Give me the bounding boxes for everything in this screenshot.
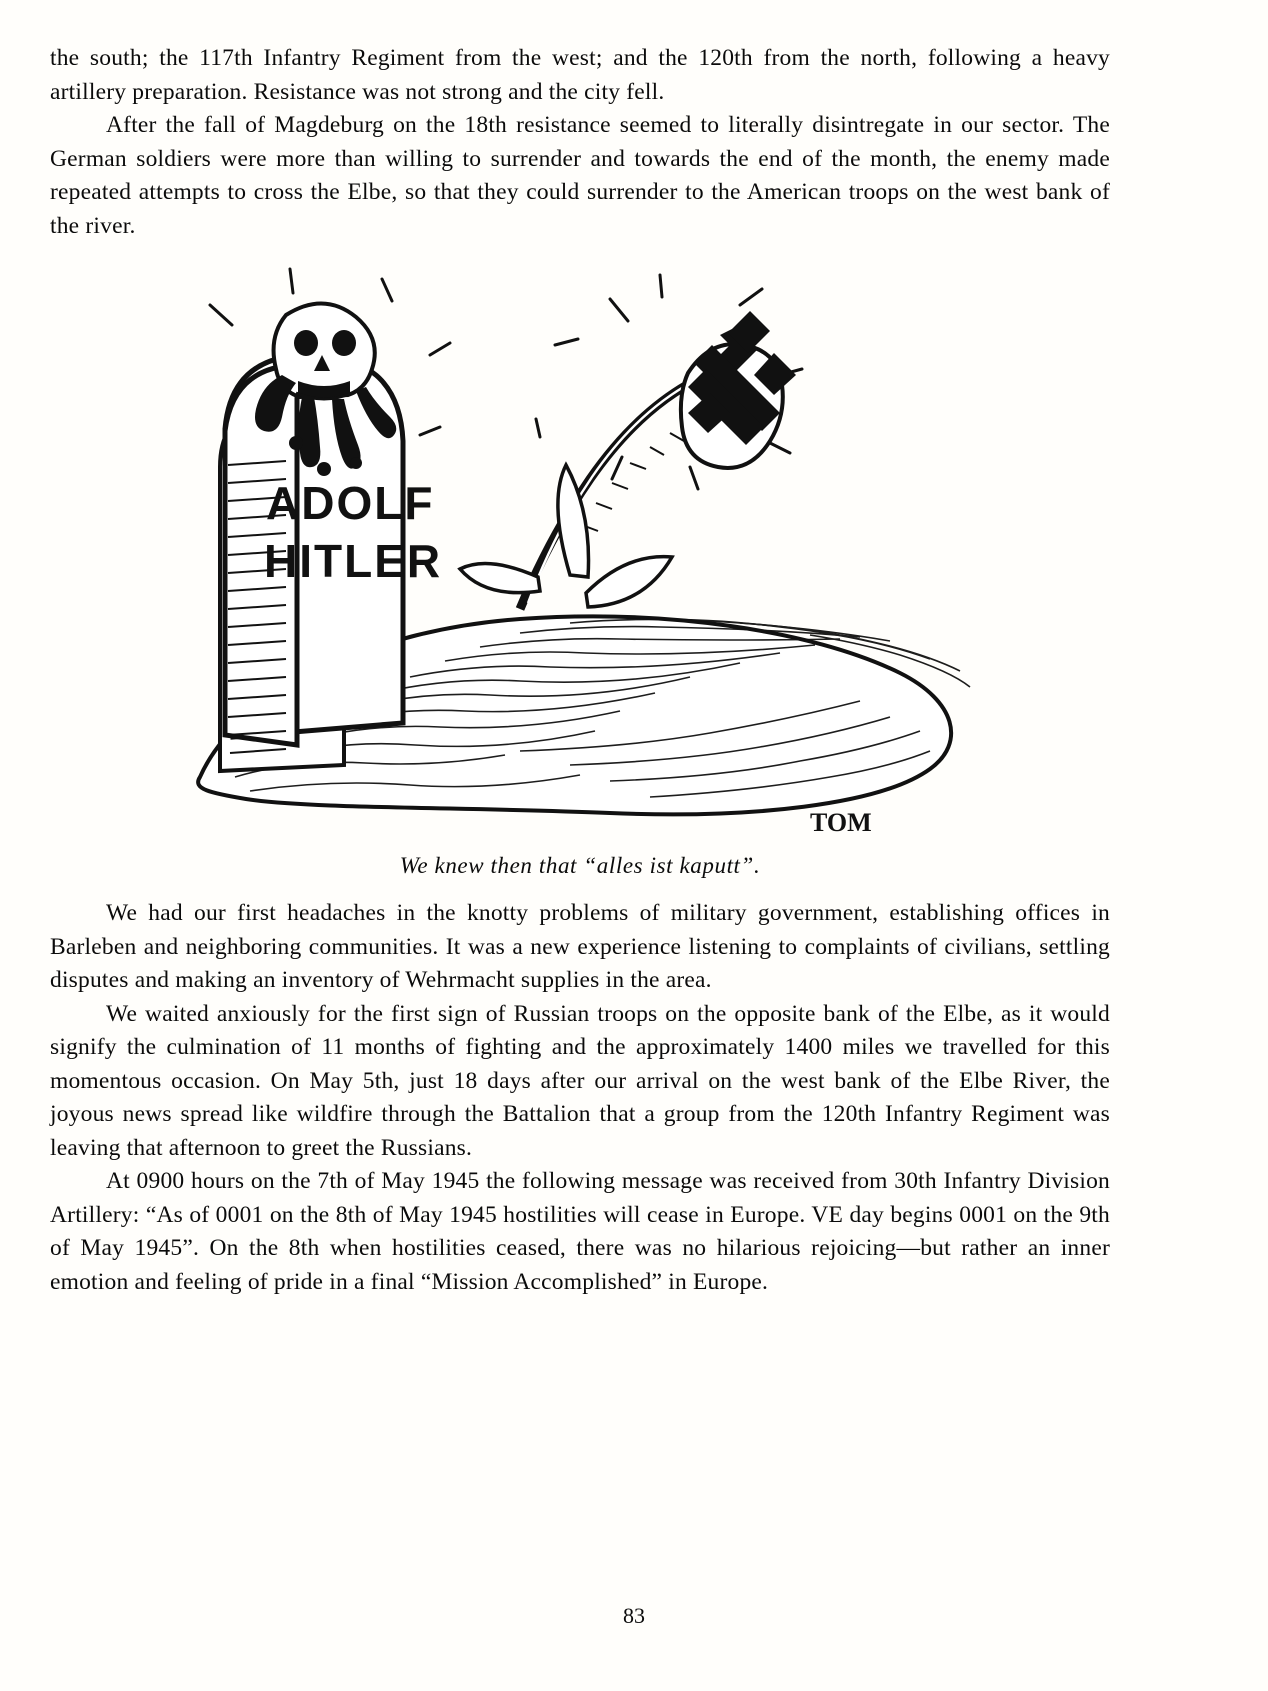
paragraph: At 0900 hours on the 7th of May 1945 the following message was received from 30th Infantry Division Artillery: “As of 0001 on the 8th of May 1945 hostilities will cease in Europe. VE day begins 0001 on the 9th of May 1945”. On the 8th when hostilities ceased, there was no hilarious rejoicing—but rather an inner emotion and feeling of pride in a final “Mission Accomplished” in Europe. (50, 1168, 1110, 1295)
paragraph: We waited anxiously for the first sign of Russian troops on the opposite bank of the Elbe, as it would signify the culmination of 11 months of fighting and the approximately 1400 miles we travelled for this momentous occasion. On May 5th, just 18 days after our arrival on the west bank of the Elbe River, the joyous news spread like wildfire through the Battalion that a group from the 120th Infantry Regiment was leaving that afternoon to greet the Russians. (50, 1000, 1110, 1161)
figure-illustration (50, 257, 1110, 879)
paragraph: We had our first headaches in the knotty problems of military government, establishing offices in Barleben and neighboring communities. It was a new experience listening to complaints of civilians, settling disputes and making an inventory of Wehrmacht supplies in the area. (50, 900, 1110, 993)
page-content (50, 42, 1110, 1299)
cartoon-drawing (50, 257, 1110, 857)
page-number: 83 (623, 1603, 645, 1628)
paragraph: the south; the 117th Infantry Regiment from the west; and the 120th from the north, following a heavy artillery preparation. Resistance was not strong and the city fell. (50, 45, 1110, 105)
artist-signature: TOM (810, 808, 872, 837)
text-block-before-figure (50, 42, 1110, 243)
figure-caption: We knew then that “alles ist kaputt”. (399, 853, 761, 878)
wilted-leaves (460, 465, 672, 607)
headstone-name-line1: ADOLF (266, 477, 435, 529)
paragraph: After the fall of Magdeburg on the 18th resistance seemed to literally disintregate in our sector. The German soldiers were more than willing to surrender and towards the end of the month, the enemy made repeated attempts to cross the Elbe, so that they could surrender to the American troops on the west bank of the river. (50, 112, 1110, 239)
text-block-after-figure (50, 897, 1110, 1299)
headstone-name-line2: HITLER (264, 535, 443, 587)
